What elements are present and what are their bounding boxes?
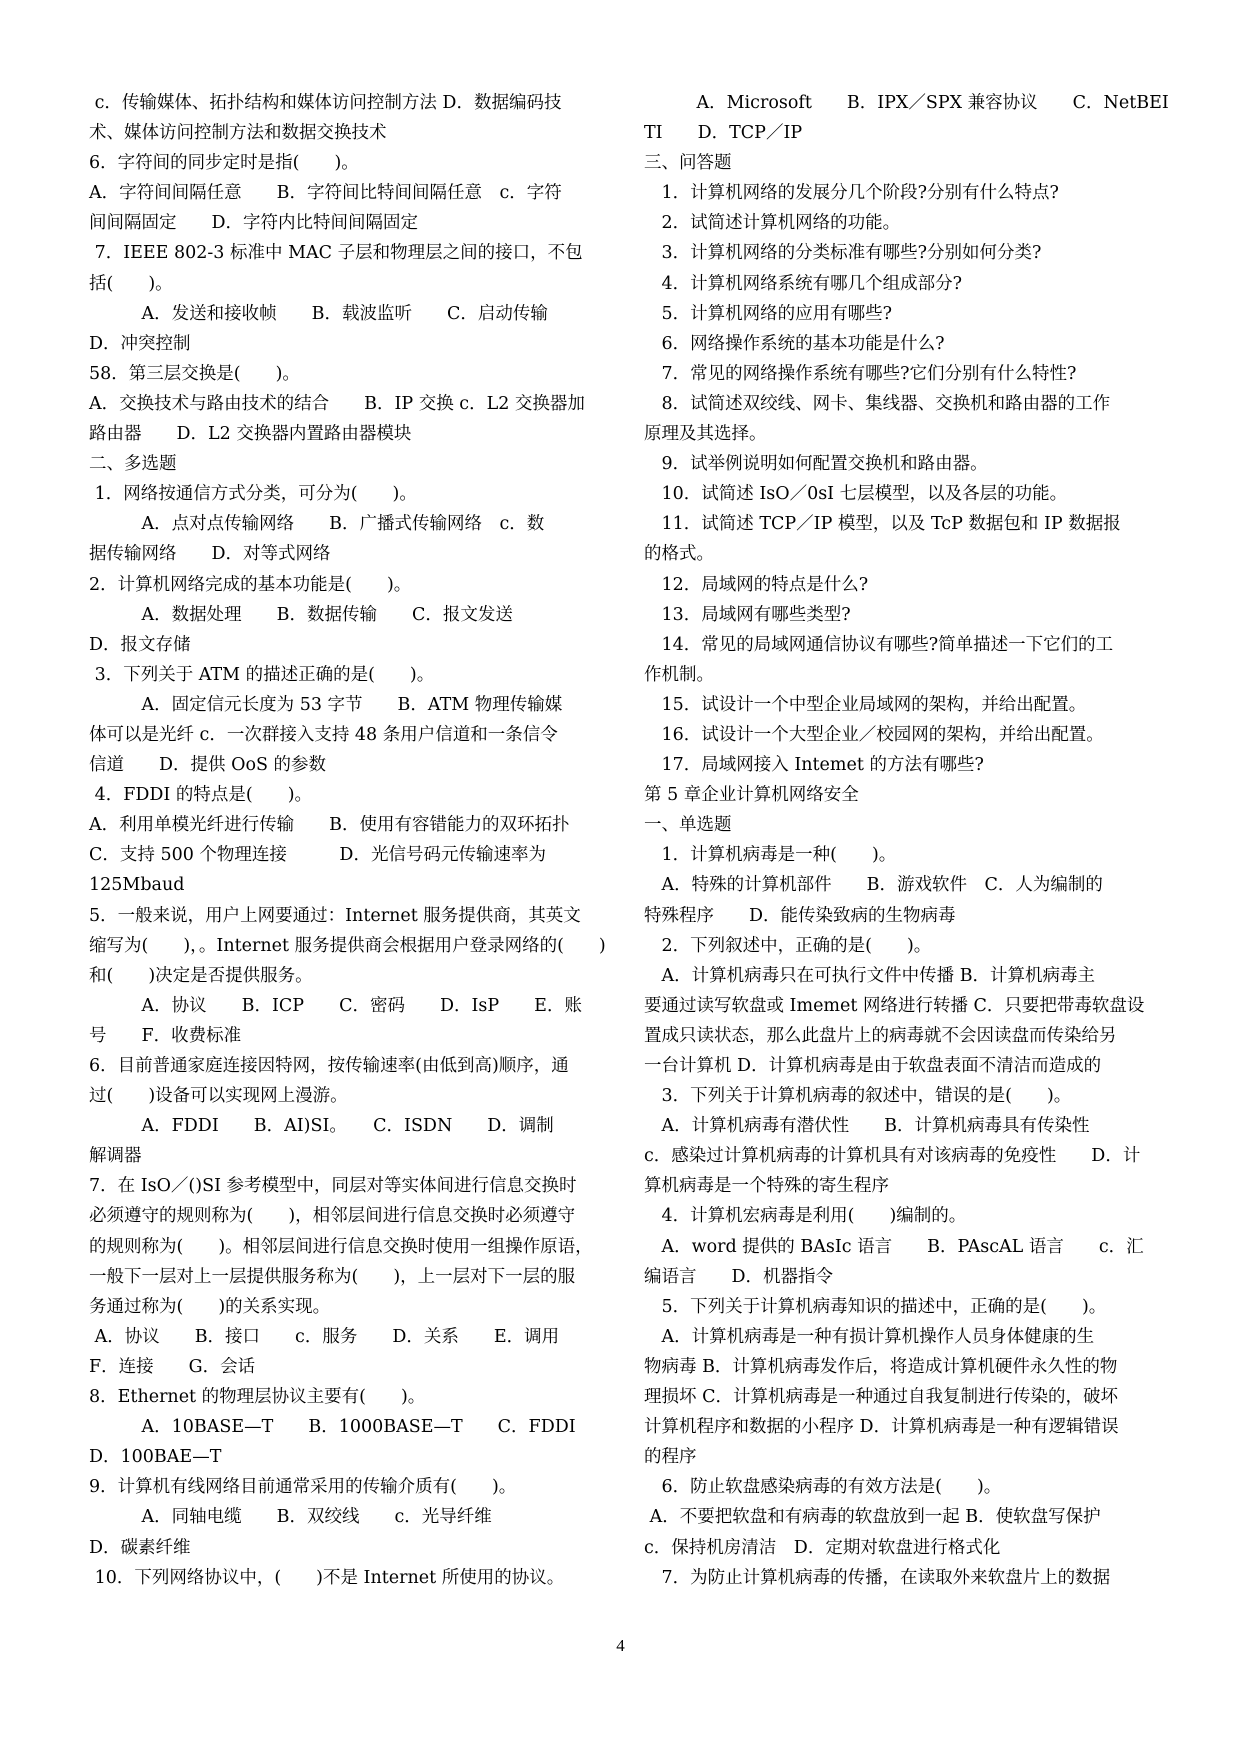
text-line: 解调器 xyxy=(89,1146,142,1167)
text-line: A．协议 B．ICP C．密码 D．IsP E．账 xyxy=(89,995,582,1016)
text-line: 13．局域网有哪些类型? xyxy=(644,604,851,625)
text-line: A．同轴电缆 B．双绞线 c．光导纤维 xyxy=(89,1507,492,1528)
text-line: 17．局域网接入 Intemet 的方法有哪些? xyxy=(644,755,984,776)
text-line: 2．试简述计算机网络的功能。 xyxy=(644,213,901,234)
text-line: c．保持机房清洁 D．定期对软盘进行格式化 xyxy=(644,1537,1001,1558)
text-line: A．固定信元长度为 53 字节 B．ATM 物理传输媒 xyxy=(89,694,563,715)
text-line: D．冲突控制 xyxy=(89,333,191,354)
text-line: A．Microsoft B．IPX／SPX 兼容协议 C．NetBEI xyxy=(644,93,1169,113)
text-line: 3．计算机网络的分类标准有哪些?分别如何分类? xyxy=(644,243,1042,264)
text-line: 间间隔固定 D．字符内比特间间隔固定 xyxy=(89,213,419,234)
text-line: 7．IEEE 802-3 标准中 MAC 子层和物理层之间的接口，不包 xyxy=(89,243,583,264)
text-line: A．数据处理 B．数据传输 C．报文发送 xyxy=(89,604,513,625)
text-line: A．字符间间隔任意 B．字符间比特间间隔任意 c．字符 xyxy=(89,183,562,204)
text-line: 125Mbaud xyxy=(89,875,185,896)
text-line: 原理及其选择。 xyxy=(644,424,767,445)
text-line: 据传输网络 D．对等式网络 xyxy=(89,544,331,565)
text-line: 9．计算机有线网络目前通常采用的传输介质有( )。 xyxy=(89,1477,517,1498)
text-line: D．100BAE—T xyxy=(89,1447,222,1468)
text-line: TI D．TCP／IP xyxy=(644,123,803,144)
text-line: A．特殊的计算机部件 B．游戏软件 C．人为编制的 xyxy=(644,875,1103,896)
text-line: c．传输媒体、拓扑结构和媒体访问控制方法 D．数据编码技 xyxy=(89,93,562,113)
text-line: 1．网络按通信方式分类，可分为( )。 xyxy=(89,484,417,505)
text-line: C．支持 500 个物理连接 D．光信号码元传输速率为 xyxy=(89,845,546,866)
text-line: 缩写为( )，。Internet 服务提供商会根据用户登录网络的( ) xyxy=(89,935,606,956)
text-line: D．报文存储 xyxy=(89,634,191,655)
text-line: 1．计算机网络的发展分几个阶段?分别有什么特点? xyxy=(644,183,1059,204)
text-line: 3．下列关于 ATM 的描述正确的是( )。 xyxy=(89,664,435,685)
text-line: A．交换技术与路由技术的结合 B．IP 交换 c．L2 交换器加 xyxy=(89,393,585,414)
text-line: 4．计算机网络系统有哪几个组成部分? xyxy=(644,273,963,294)
left-column xyxy=(89,88,609,1593)
text-line: A．计算机病毒只在可执行文件中传播 B．计算机病毒主 xyxy=(644,965,1096,986)
text-line: A．计算机病毒是一种有损计算机操作人员身体健康的生 xyxy=(644,1326,1095,1347)
text-line: A．word 提供的 BAsIc 语言 B．PAscAL 语言 c．汇 xyxy=(644,1236,1144,1257)
text-line: 的规则称为( )。相邻层间进行信息交换时使用一组操作原语， xyxy=(89,1236,593,1257)
text-line: A．点对点传输网络 B．广播式传输网络 c．数 xyxy=(89,514,545,535)
text-line: 一般下一层对上一层提供服务称为( )，上一层对下一层的服 xyxy=(89,1266,576,1287)
text-line: 58．第三层交换是( )。 xyxy=(89,363,300,384)
text-line: c．感染过计算机病毒的计算机具有对该病毒的免疫性 D．计 xyxy=(644,1146,1141,1167)
text-line: 12．局域网的特点是什么? xyxy=(644,574,869,595)
text-line: 作机制。 xyxy=(644,664,714,685)
text-line: 6．防止软盘感染病毒的有效方法是( )。 xyxy=(644,1477,1002,1498)
text-line: A．协议 B．接口 c．服务 D．关系 E．调用 xyxy=(89,1326,560,1347)
text-line: 三、问答题 xyxy=(644,153,732,174)
text-line: 括( )。 xyxy=(89,273,173,294)
text-line: 6．目前普通家庭连接因特网，按传输速率(由低到高)顺序，通 xyxy=(89,1056,569,1076)
text-line: 5．计算机网络的应用有哪些? xyxy=(644,303,893,324)
text-line: D．碳素纤维 xyxy=(89,1537,191,1558)
text-line: 7．常见的网络操作系统有哪些?它们分别有什么特性? xyxy=(644,363,1077,384)
text-line: 一台计算机 D．计算机病毒是由于软盘表面不清洁而造成的 xyxy=(644,1056,1102,1076)
text-line: 算机病毒是一个特殊的寄生程序 xyxy=(644,1176,889,1197)
right-column xyxy=(644,88,1169,1593)
text-line: 计算机程序和数据的小程序 D．计算机病毒是一种有逻辑错误 xyxy=(644,1417,1119,1438)
text-line: 4．FDDI 的特点是( )。 xyxy=(89,785,313,806)
text-line: 10．下列网络协议中，( )不是 Internet 所使用的协议。 xyxy=(89,1567,565,1588)
text-line: A．利用单模光纤进行传输 B．使用有容错能力的双环拓扑 xyxy=(89,815,570,836)
text-line: 5．一般来说，用户上网要通过：Internet 服务提供商，其英文 xyxy=(89,905,581,926)
text-line: 2．计算机网络完成的基本功能是( )。 xyxy=(89,574,412,595)
text-line: A．FDDI B．AI)SI。 C．ISDN D．调制 xyxy=(89,1116,554,1137)
text-line: 1．计算机病毒是一种( )。 xyxy=(644,845,897,866)
text-line: 的格式。 xyxy=(644,544,714,565)
text-line: 路由器 D．L2 交换器内置路由器模块 xyxy=(89,424,412,445)
text-line: 编语言 D．机器指令 xyxy=(644,1266,834,1287)
page-number: 4 xyxy=(616,1636,625,1655)
text-line: 3．下列关于计算机病毒的叙述中，错误的是( )。 xyxy=(644,1086,1072,1107)
text-line: 术、媒体访问控制方法和数据交换技术 xyxy=(89,123,387,144)
text-line: A．不要把软盘和有病毒的软盘放到一起 B．使软盘写保护 xyxy=(644,1507,1101,1528)
text-line: 物病毒 B．计算机病毒发作后，将造成计算机硬件永久性的物 xyxy=(644,1356,1118,1377)
text-line: 15．试设计一个中型企业局域网的架构，并给出配置。 xyxy=(644,694,1087,715)
text-line: 务通过称为( )的关系实现。 xyxy=(89,1296,331,1317)
text-line: 6．字符间的同步定时是指( )。 xyxy=(89,153,359,174)
text-line: 16．试设计一个大型企业／校园网的架构，并给出配置。 xyxy=(644,724,1104,745)
text-line: A．计算机病毒有潜伏性 B．计算机病毒具有传染性 xyxy=(644,1116,1090,1137)
text-line: 9．试举例说明如何配置交换机和路由器。 xyxy=(644,454,988,475)
text-line: 信道 D．提供 OoS 的参数 xyxy=(89,755,327,776)
text-line: 置成只读状态，那么此盘片上的病毒就不会因读盘而传染给另 xyxy=(644,1025,1117,1046)
text-line: 体可以是光纤 c．一次群接入支持 48 条用户信道和一条信令 xyxy=(89,724,558,745)
text-line: 一、单选题 xyxy=(644,815,732,836)
text-line: 10．试简述 IsO／0sI 七层模型，以及各层的功能。 xyxy=(644,484,1068,505)
text-line: 2．下列叙述中，正确的是( )。 xyxy=(644,935,932,956)
text-line: 8．试简述双绞线、网卡、集线器、交换机和路由器的工作 xyxy=(644,393,1111,414)
text-line: 要通过读写软盘或 Imemet 网络进行转播 C．只要把带毒软盘设 xyxy=(644,995,1145,1016)
text-line: 8．Ethernet 的物理层协议主要有( )。 xyxy=(89,1387,426,1408)
text-line: 必须遵守的规则称为( )，相邻层间进行信息交换时必须遵守 xyxy=(89,1206,576,1227)
text-line: 号 F．收费标准 xyxy=(89,1025,242,1046)
text-line: 和( )决定是否提供服务。 xyxy=(89,965,313,986)
text-line: 4．计算机宏病毒是利用( )编制的。 xyxy=(644,1206,967,1227)
text-line: 14．常见的局域网通信协议有哪些?简单描述一下它们的工 xyxy=(644,634,1114,655)
text-line: 7．为防止计算机病毒的传播，在读取外来软盘片上的数据 xyxy=(644,1567,1111,1588)
text-line: 11．试简述 TCP／IP 模型，以及 TcP 数据包和 IP 数据报 xyxy=(644,514,1121,535)
text-line: 5．下列关于计算机病毒知识的描述中，正确的是( )。 xyxy=(644,1296,1107,1317)
text-line: 过( )设备可以实现网上漫游。 xyxy=(89,1086,348,1107)
text-line: 第 5 章企业计算机网络安全 xyxy=(644,785,859,806)
text-line: 的程序 xyxy=(644,1447,697,1468)
text-line: F．连接 G．会话 xyxy=(89,1356,256,1377)
text-line: 理损坏 C．计算机病毒是一种通过自我复制进行传染的，破坏 xyxy=(644,1387,1118,1408)
text-line: 7．在 IsO／()SI 参考模型中，同层对等实体间进行信息交换时 xyxy=(89,1176,577,1197)
text-line: 6．网络操作系统的基本功能是什么? xyxy=(644,333,945,354)
text-line: A．发送和接收帧 B．载波监听 C．启动传输 xyxy=(89,303,548,324)
text-line: A．10BASE—T B．1000BASE—T C．FDDI xyxy=(89,1417,576,1438)
text-line: 特殊程序 D．能传染致病的生物病毒 xyxy=(644,905,956,926)
text-line: 二、多选题 xyxy=(89,454,177,475)
